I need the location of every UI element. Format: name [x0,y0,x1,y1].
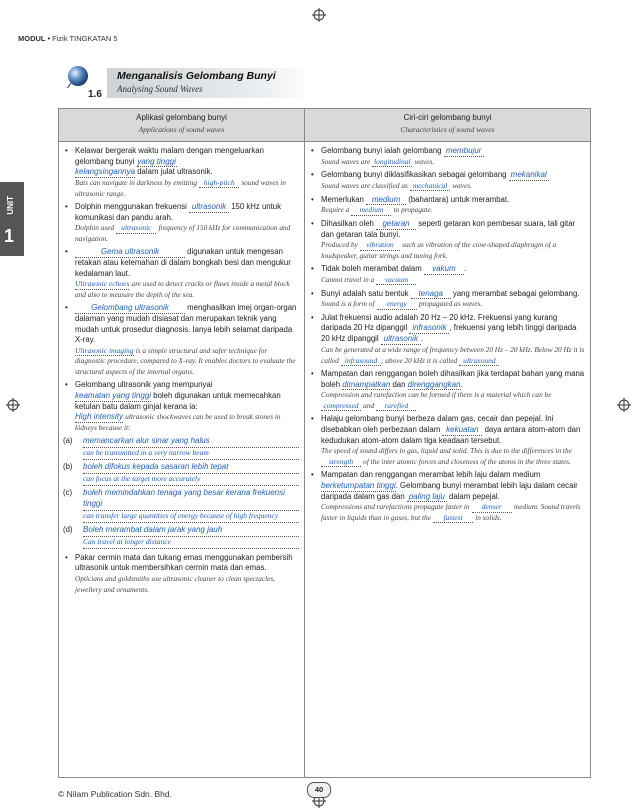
sphere-icon [66,64,90,88]
text-en: Sound waves are [321,156,371,166]
right-header-en: Characteristics of sound waves [400,125,495,134]
text: dalam julat ultrasonik. [137,167,213,177]
answer: memancarkan alur sinar yang halus [83,436,299,448]
text-en: sound waves in ultrasonic range. [75,178,286,198]
list-item: • Gelombang ultrasonik yang mempunyai keamatan yang tinggi boleh digunakan untuk memecahkan ketulan batu dalam ginjal kerana ia: High intensity ultrasonic shockwaves can be used to break stones in kidneys because it: [65,380,281,432]
list-item: • Gelombang ultrasonik menghasilkan imej organ-organ dalaman yang mudah disiasat dan merupakan teknik yang mudah untuk prosedur diagnosis. Ianya lebih selamat daripada X-ray. Ultrasonic imaging is a simple structural and safer technique for diagnostic procedure, compared to X-ray. It enables doctors to evaluate the structural aspects of the internal organs. [65,303,297,376]
text: Mampatan dan renggangan merambat lebih laju dalam medium [321,470,541,480]
text-en: is a simple structural and safer technique for diagnostic procedure, compared to X-ray. It enables doctors to evaluate the structural aspects of the internal organs. [75,345,296,376]
text-en: Require a [321,205,350,215]
sub-label: (a) [63,436,73,446]
text: (bahantara) untuk merambat. [408,194,510,204]
registration-mark-icon [617,398,631,412]
answer: mekanikal [510,170,547,180]
text-en: of the inter atomic forces and closeness of the atoms in the three states. [363,456,571,466]
answer: denser [472,503,512,512]
list-item: • Bunyi adalah satu bentuk tenaga yang merambat sebagai gelombang. Sound is a form of energy propagated as waves. [311,288,580,309]
answer: keamatan yang tinggi [75,390,152,400]
answer: can focus at the target more accurately [83,474,299,486]
registration-mark-icon [6,398,20,412]
text-en: frequency of 150 kHz for communication and navigation. [75,223,291,243]
text-en: such as vibration of the cone-shaped diaphragm of a loudspeaker, guitar strings and tuning fork. [321,240,557,260]
answer: fastest [433,514,473,523]
publisher-footer: © Nilam Publication Sdn. Bhd. [58,789,172,799]
text: digunakan untuk [187,247,245,257]
text-en: waves. [414,156,435,166]
text-en: Cannot travel in a [321,275,375,285]
right-header-ms: Ciri-ciri gelombang bunyi [403,113,492,122]
text-en: Sound waves are classified as [321,181,408,191]
answer: medium [366,196,406,206]
text: Bunyi adalah satu bentuk [321,288,409,298]
text: seperti getaran kon pembesar suara, tali gitar dan getaran tala bunyi. [321,218,576,239]
text: Dihasilkan oleh [321,218,374,228]
text: Gelombang ultrasonik yang mempunyai [75,380,213,390]
text: Halaju gelombang bunyi berbeza dalam gas, cecair dan pepejal. Ini disebabkan oleh perbezaan dalam [321,414,554,434]
sub-label: (c) [63,488,73,498]
answer: Ultrasonic echoes [75,279,130,289]
answer: High intensity [75,412,124,422]
sub-label: (b) [63,462,73,472]
sub-item [63,436,299,460]
list-item: • Tidak boleh merambat dalam vakum . Cannot travel in a vacuum [311,264,467,285]
answer: direnggangkan [407,379,461,389]
section-subtitle: Analysing Sound Waves [117,84,203,94]
text-en: Opticians and goldsmiths use ultrasonic cleaner to clean spectacles, jewellery and ornaments. [75,574,276,594]
text-en: ; above 20 kHz it is called [381,355,458,365]
text: daya antara atom-atom dan kedudukan atom-atom dalam tiga keadaan tersebut. [321,424,581,445]
answer: paling laju [408,491,445,501]
answer: Ultrasonic imaging [75,345,134,355]
right-column-header [305,113,590,134]
answer: energy [377,300,417,309]
answer: can be transmitted in a very narrow beam [83,448,299,460]
text: Gelombang bunyi ialah gelombang [321,146,442,155]
answer: Gema ultrasonik [75,248,185,258]
text-en: medium. Sound travels faster in liquids than in gases, but the [321,502,581,522]
answer: tenaga [411,290,451,300]
answer: boleh memindahkan tenaga yang besar kerana frekuensi tinggi [83,488,299,511]
answer: infrasonik [409,324,449,334]
text: dan [392,379,406,389]
answer: vibration [360,241,400,250]
text: Mampatan dan renggangan boleh dihasilkan jika terdapat bahan yang mana boleh [321,369,585,389]
answer: kelangsingannya [75,167,136,177]
text-en: to propagate. [393,205,433,215]
page-number: 40 [307,782,331,798]
answer: high-pitch [199,179,239,188]
text: yang merambat sebagai gelombang. [452,288,580,298]
text-en: Produced by [321,240,358,250]
text-en: Compressions and rarefactions propagate faster in [321,502,470,512]
list-item: • Gelombang bunyi ialah gelombang membujur Sound waves are longitudinal waves. [309,146,585,167]
text: Kelawar bergerak waktu malam dengan [75,146,213,155]
text-en: Dolphin used [75,223,115,233]
section-title: Menganalisis Gelombang Bunyi [117,70,276,82]
text-en: Can be generated at a wide range of frequency between 20 Hz – 20 kHz. Below 20 Hz it is called [321,345,585,365]
answer: can transfer large quantities of energy because of high frequency [83,511,299,523]
left-header-en: Applications of sound waves [138,125,225,134]
text-en: The speed of sound differs in gas, liquid and solid. This is due to the differences in the [321,446,572,456]
text-en: Bats can navigate in darkness by emitting [75,178,197,188]
sub-item [63,525,299,549]
text-en: are used to detect cracks or flaws inside a metal block and also to measure the depth of the sea. [75,279,290,299]
answer: medium [351,206,391,215]
list-item: • Kelawar bergerak waktu malam dengan mengeluarkan gelombang bunyi yang tinggi kelangsingannya dalam julat ultrasonik. Bats can navigate in darkness by emitting high-pitch sound waves in ultrasonic range. [65,146,286,198]
answer: rarefied [376,402,416,411]
text: 150 kHz untuk komunikasi dan pandu arah. [75,202,282,222]
list-item: • Halaju gelombang bunyi berbeza dalam gas, cecair dan pepejal. Ini disebabkan oleh perbezaan dalam kekuatan daya antara atom-atom dan kedudukan atom-atom dalam tiga keadaan tersebut. The speed of sound differs in gas, liquid and solid. This is due to the differences in the strength of the inter atomic forces and closeness of the atoms in the three states. [311,414,581,466]
answer: dimampatkan [342,379,391,389]
text: Pakar cermin mata dan tukang emas menggunakan pembersih ultrasonik untuk membersihkan cermin mata dan emas. [75,552,293,573]
left-column-header [59,113,304,134]
text-en: propagated as waves. [418,299,483,309]
text: . Gelombang bunyi merambat lebih laju dalam cecair daripada dalam gas dan [321,480,578,501]
answer: Boleh merambat dalam jarak yang jauh [83,525,299,537]
left-column [63,146,299,598]
answer: membujur [444,147,484,157]
unit-tab-number: 1 [4,226,15,246]
answer: Can travel at longer distance [83,537,299,549]
section-number: 1.6 [88,89,102,100]
text: dalam pepejal. [449,491,500,501]
answer: boleh difokus kepada sasaran lebih tepat [83,462,299,474]
text: Memerlukan [321,194,364,204]
answer: berketumpatan tinggi [321,480,396,490]
text-en: Compression and rarefaction can be formed if there is a material which can be [321,390,552,400]
answer: compressed [321,402,361,411]
answer: kekuatan [442,426,482,436]
column-divider [304,109,305,777]
text: frekuensi yang lebih tinggi daripada 20 kHz dipanggil [321,323,577,344]
list-item: • Dihasilkan oleh getaran seperti getaran kon pembesar suara, tali gitar dan getaran tala bunyi. Produced by vibration such as vibration of the cone-shaped diaphragm of a loudspeaker, guitar strings and tuning fork. [311,218,576,260]
registration-mark-icon [312,8,326,22]
sub-item [63,488,299,523]
list-item: • Gelombang bunyi diklasifikasikan sebagai gelombang mekanikal Sound waves are classified as mechanical waves. [311,170,547,191]
unit-tab [0,182,24,256]
list-item: • Memerlukan medium (bahantara) untuk merambat. Require a medium to propagate. [311,194,510,215]
running-header [18,34,118,43]
answer: yang tinggi [137,156,176,166]
answer: longitudinal [374,156,411,166]
list-item: • Mampatan dan renggangan merambat lebih laju dalam medium berketumpatan tinggi. Gelombang bunyi merambat lebih laju dalam cecair daripada dalam gas dan paling laju dalam pepejal. Compressions and rarefactions propagate faster in denser medium. Sound travels faster in liquids than in gases, but the fastest in solids. [311,470,581,522]
answer: strength [321,458,361,467]
answer: vacuum [376,276,416,285]
answer: Gelombang ultrasonik [75,304,185,314]
text: Julat frekuensi audio adalah 20 Hz – 20 kHz. Frekuensi yang kurang daripada 20 Hz dipanggil [321,312,558,333]
list-item: • Dolphin menggunakan frekuensi ultrasonik 150 kHz untuk komunikasi dan pandu arah. Dolphin used ultrasonic frequency of 150 kHz for communication and navigation. [65,202,291,243]
answer: vakum [424,265,464,275]
text: mengeluarkan gelombang bunyi [75,146,264,166]
text-en: waves. [452,181,472,191]
text: Dolphin menggunakan frekuensi [75,202,187,212]
answer: ultrasonik [189,203,229,213]
text-en: ultrasonic shockwaves can be used to break stones in kidneys because it: [75,412,281,432]
text-en: and [363,400,375,410]
list-item: • Pakar cermin mata dan tukang emas menggunakan pembersih ultrasonik untuk membersihkan cermin mata dan emas. Opticians and goldsmiths use ultrasonic cleaner to clean spectacles, jewellery and ornaments. [65,552,293,594]
answer: ultrasonik [381,335,421,345]
table-header [59,109,590,142]
left-header-ms: Aplikasi gelombang bunyi [136,113,227,122]
modul-label: MODUL • [18,34,51,43]
right-column [309,146,585,526]
unit-tab-word: UNIT [6,196,15,215]
content-table [58,108,591,778]
text-en: in solids. [475,512,502,522]
text: mengesan retakan atau kelemahan di dalam bongkah besi dan mengukur kedalaman laut. [75,247,291,278]
text-en: Sound is a form of [321,299,375,309]
text: boleh digunakan untuk memecahkan ketulan batu dalam ginjal kerana ia: [75,390,281,411]
text: Gelombang bunyi diklasifikasikan sebagai gelombang [321,170,507,180]
list-item: • Julat frekuensi audio adalah 20 Hz – 20 kHz. Frekuensi yang kurang daripada 20 Hz dipanggil infrasonik , frekuensi yang lebih tinggi daripada 20 kHz dipanggil ultrasonik . Can be generated at a wide range of frequency between 20 Hz – 20 kHz. Below 20 Hz it is called infrasound ; above 20 kHz it is called ultrasound [311,312,585,365]
answer: infrasound [341,357,381,366]
sub-item [63,462,299,486]
list-item: • Gema ultrasonik digunakan untuk mengesan retakan atau kelemahan di dalam bongkah besi dan mengukur kedalaman laut. Ultrasonic echoes are used to detect cracks or flaws inside a metal block and also to measure the depth of the sea. [65,247,291,299]
answer: ultrasound [459,357,499,366]
text: Tidak boleh merambat dalam [321,264,422,274]
answer: getaran [376,220,416,230]
text: menghasilkan imej organ-organ dalaman yang mudah disiasat dan merupakan teknik yang mudah untuk prosedur diagnosis. Ianya lebih selamat daripada X-ray. [75,303,297,345]
list-item: • Mampatan dan renggangan boleh dihasilkan jika terdapat bahan yang mana boleh dimampatkan dan direnggangkan. Compression and rarefaction can be formed if there is a material which can be compressed and rarefied [311,369,585,410]
answer: ultrasonic [116,224,156,233]
subject-label: Fizik TINGKATAN 5 [52,34,118,43]
sub-label: (d) [63,524,73,534]
answer: mechanical [410,182,450,191]
